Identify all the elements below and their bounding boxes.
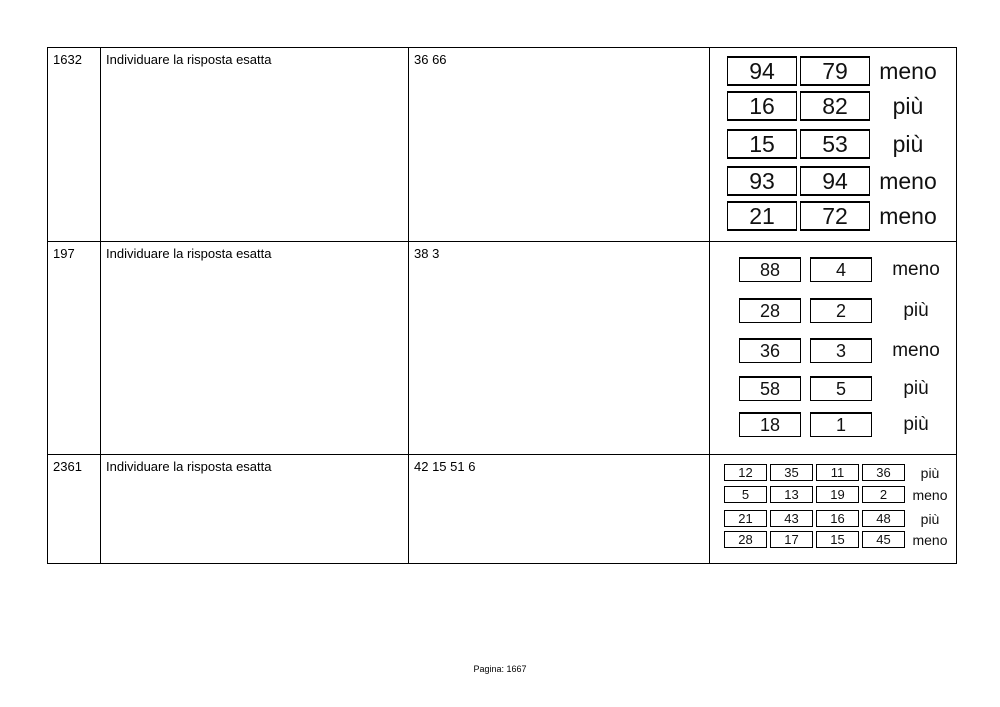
puzzle-number: 2 xyxy=(862,486,905,503)
puzzle-word: più xyxy=(892,131,924,157)
quiz-table xyxy=(47,47,957,564)
puzzle-number: 53 xyxy=(800,129,870,159)
puzzle-number: 94 xyxy=(727,56,797,86)
puzzle-row xyxy=(727,166,943,196)
question-id: 1632 xyxy=(48,48,101,242)
puzzle-number: 17 xyxy=(770,531,813,548)
puzzle-number: 88 xyxy=(739,257,801,282)
question-text: Individuare la risposta esatta xyxy=(101,48,409,242)
puzzle-word: più xyxy=(903,299,929,321)
puzzle-word: meno xyxy=(892,339,940,361)
puzzle-number: 21 xyxy=(727,201,797,231)
puzzle-number: 15 xyxy=(816,531,859,548)
question-text: Individuare la risposta esatta xyxy=(101,242,409,455)
puzzle-number: 3 xyxy=(810,338,872,363)
puzzle-row xyxy=(739,376,951,401)
puzzle-word: più xyxy=(920,510,940,527)
puzzle-number: 72 xyxy=(800,201,870,231)
puzzle-number: 28 xyxy=(739,298,801,323)
puzzle-row xyxy=(727,56,943,86)
puzzle-row xyxy=(724,510,952,527)
page-number: Pagina: 1667 xyxy=(473,664,527,674)
puzzle-number: 48 xyxy=(862,510,905,527)
puzzle-figure xyxy=(710,242,957,455)
puzzle-number: 11 xyxy=(816,464,859,481)
puzzle-row xyxy=(727,129,943,159)
puzzle-row xyxy=(739,338,951,363)
puzzle-word: meno xyxy=(879,168,937,194)
puzzle-row xyxy=(724,486,952,503)
puzzle-row xyxy=(727,91,943,121)
puzzle-row xyxy=(739,257,951,282)
puzzle-number: 94 xyxy=(800,166,870,196)
puzzle-number: 2 xyxy=(810,298,872,323)
puzzle-number: 35 xyxy=(770,464,813,481)
puzzle-number: 45 xyxy=(862,531,905,548)
puzzle-number: 5 xyxy=(724,486,767,503)
puzzle-word: meno xyxy=(879,58,937,84)
puzzle-number: 21 xyxy=(724,510,767,527)
puzzle-number: 28 xyxy=(724,531,767,548)
puzzle-number: 18 xyxy=(739,412,801,437)
puzzle-word: più xyxy=(903,413,929,435)
puzzle-number: 16 xyxy=(727,91,797,121)
puzzle-word: meno xyxy=(912,486,948,503)
question-id: 2361 xyxy=(48,455,101,564)
puzzle-number: 16 xyxy=(816,510,859,527)
table-row xyxy=(48,242,957,455)
table-row xyxy=(48,48,957,242)
puzzle-word: meno xyxy=(912,531,948,548)
puzzle-number: 1 xyxy=(810,412,872,437)
answer-text: 38 3 xyxy=(409,242,710,455)
puzzle-row xyxy=(727,201,943,231)
puzzle-number: 36 xyxy=(739,338,801,363)
puzzle-number: 79 xyxy=(800,56,870,86)
table-row xyxy=(48,455,957,564)
puzzle-figure xyxy=(710,455,957,564)
puzzle-number: 82 xyxy=(800,91,870,121)
puzzle-number: 93 xyxy=(727,166,797,196)
answer-text: 42 15 51 6 xyxy=(409,455,710,564)
puzzle-word: meno xyxy=(879,203,937,229)
puzzle-row xyxy=(739,298,951,323)
puzzle-word: meno xyxy=(892,258,940,280)
question-id: 197 xyxy=(48,242,101,455)
puzzle-word: più xyxy=(892,93,924,119)
answer-text: 36 66 xyxy=(409,48,710,242)
puzzle-figure xyxy=(710,48,957,242)
puzzle-row xyxy=(739,412,951,437)
puzzle-number: 19 xyxy=(816,486,859,503)
puzzle-number: 13 xyxy=(770,486,813,503)
puzzle-number: 12 xyxy=(724,464,767,481)
puzzle-word: più xyxy=(920,464,940,481)
puzzle-number: 15 xyxy=(727,129,797,159)
puzzle-number: 58 xyxy=(739,376,801,401)
puzzle-word: più xyxy=(903,377,929,399)
question-text: Individuare la risposta esatta xyxy=(101,455,409,564)
puzzle-number: 5 xyxy=(810,376,872,401)
puzzle-row xyxy=(724,531,952,548)
puzzle-number: 43 xyxy=(770,510,813,527)
puzzle-number: 4 xyxy=(810,257,872,282)
puzzle-row xyxy=(724,464,952,481)
puzzle-number: 36 xyxy=(862,464,905,481)
